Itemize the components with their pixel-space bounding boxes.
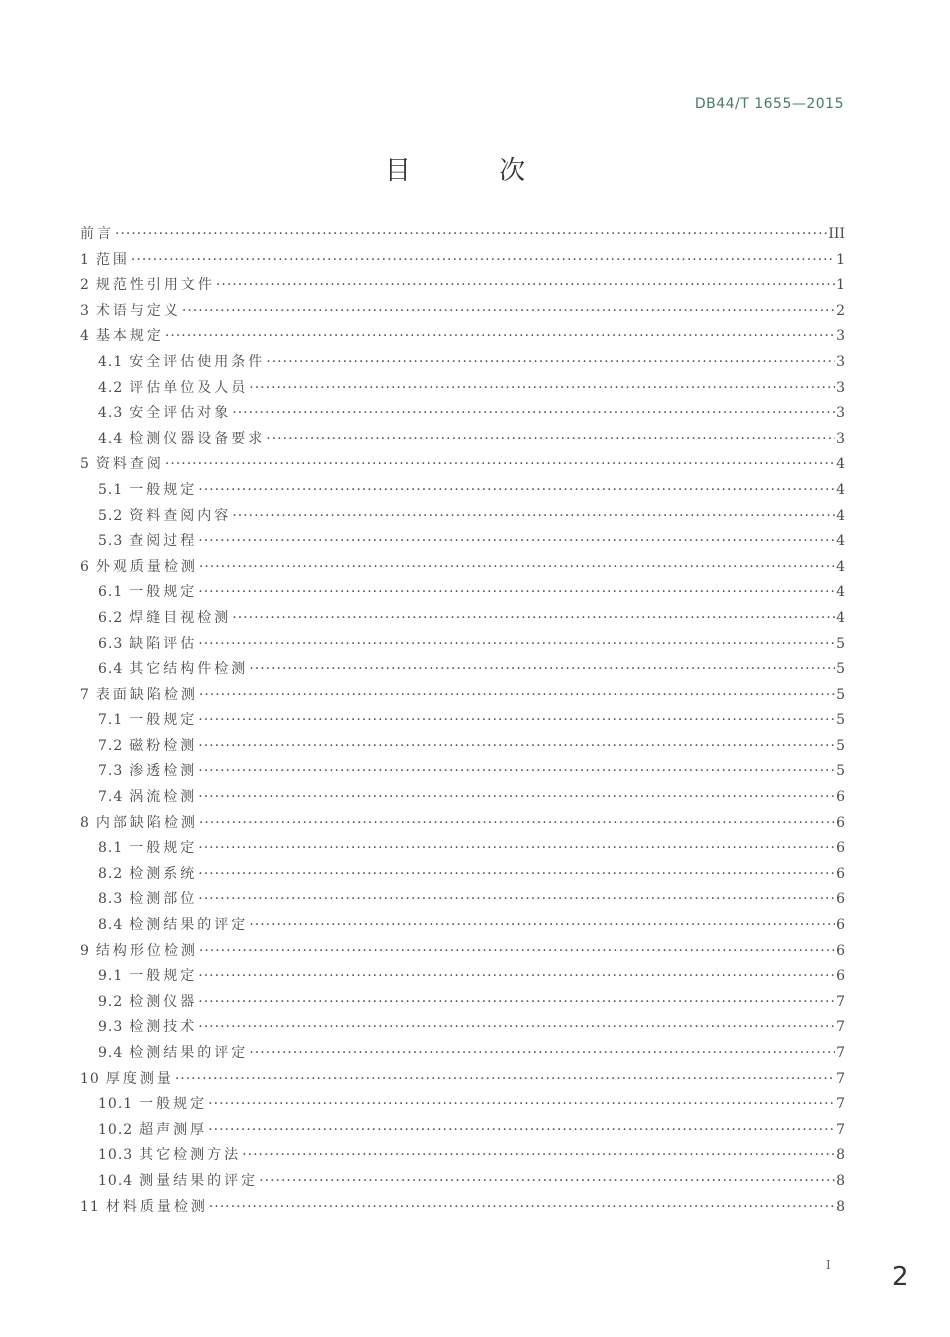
- toc-dot-leader: [199, 555, 835, 581]
- toc-dot-leader: [249, 913, 835, 939]
- toc-entry[interactable]: [80, 964, 845, 990]
- toc-entry-page: 4: [836, 507, 845, 524]
- toc-entry-label: 范围: [95, 251, 130, 268]
- toc-entry-number: 7.3: [98, 763, 124, 780]
- toc-entry-label: 评估单位及人员: [129, 379, 249, 396]
- toc-entry-page: 6: [836, 968, 845, 985]
- toc-entry[interactable]: [80, 529, 845, 555]
- toc-entry[interactable]: [80, 683, 845, 709]
- toc-dot-leader: [266, 350, 835, 376]
- toc-entry-label: 表面缺陷检测: [95, 686, 198, 703]
- toc-dot-leader: [232, 606, 835, 632]
- toc-entry[interactable]: [80, 1041, 845, 1067]
- toc-dot-leader: [198, 580, 835, 606]
- toc-dot-leader: [198, 1015, 835, 1041]
- toc-entry[interactable]: [80, 785, 845, 811]
- toc-entry-label: 内部缺陷检测: [95, 814, 198, 831]
- toc-entry-label: 磁粉检测: [129, 737, 198, 754]
- toc-entry-page: 6: [836, 942, 845, 959]
- toc-entry-label: 资料查阅内容: [129, 507, 232, 524]
- toc-entry-label: 焊缝目视检测: [129, 609, 232, 626]
- toc-entry[interactable]: [80, 452, 845, 478]
- toc-entry[interactable]: [80, 555, 845, 581]
- toc-dot-leader: [199, 811, 835, 837]
- toc-entry[interactable]: [80, 632, 845, 658]
- toc-entry-number: 5.3: [98, 533, 124, 550]
- toc-dot-leader: [198, 529, 835, 555]
- toc-dot-leader: [165, 324, 835, 350]
- toc-entry[interactable]: [80, 504, 845, 530]
- toc-entry-label: 测量结果的评定: [139, 1172, 259, 1189]
- toc-entry-number: 10.4: [98, 1172, 134, 1189]
- toc-entry[interactable]: [80, 708, 845, 734]
- toc-entry-number: 9.2: [98, 993, 124, 1010]
- toc-entry-number: 9.4: [98, 1045, 124, 1061]
- toc-entry-number: 10.2: [98, 1121, 134, 1138]
- toc-entry[interactable]: [80, 580, 845, 606]
- toc-entry-number: 10.1: [98, 1096, 134, 1113]
- toc-entry-label: 一般规定: [129, 968, 198, 985]
- toc-dot-leader: [242, 1143, 835, 1169]
- toc-entry-number: 5.1: [98, 481, 124, 498]
- toc-entry[interactable]: [80, 759, 845, 785]
- toc-entry[interactable]: [80, 222, 845, 248]
- toc-dot-leader: [198, 478, 835, 504]
- toc-entry-label: 检测结果的评定: [129, 917, 249, 934]
- toc-entry-label: 其它检测方法: [139, 1147, 242, 1164]
- toc-entry-page: 7: [836, 1070, 845, 1087]
- toc-entry[interactable]: [80, 836, 845, 862]
- toc-entry-label: 检测系统: [129, 865, 198, 882]
- toc-entry-number: 6: [80, 558, 90, 575]
- toc-entry-label: 外观质量检测: [95, 558, 198, 575]
- toc-entry-page: 3: [836, 405, 845, 422]
- toc-dot-leader: [216, 273, 835, 299]
- toc-entry[interactable]: [80, 1015, 845, 1041]
- toc-entry-page: 7: [836, 993, 845, 1010]
- toc-entry-number: 4.3: [98, 405, 124, 422]
- toc-dot-leader: [208, 1118, 835, 1144]
- toc-entry-page: 6: [836, 917, 845, 934]
- toc-entry[interactable]: [80, 887, 845, 913]
- toc-entry-page: 3: [836, 353, 845, 370]
- toc-entry-label: 安全评估对象: [129, 405, 232, 422]
- toc-entry-page: 6: [836, 840, 845, 857]
- toc-entry-number: 7.1: [98, 712, 124, 729]
- toc-dot-leader: [198, 990, 835, 1016]
- toc-entry[interactable]: [80, 1092, 845, 1118]
- toc-entry-number: 5.2: [98, 507, 124, 524]
- toc-entry-page: 7: [836, 1045, 845, 1061]
- toc-entry-label: 检测部位: [129, 891, 198, 908]
- toc-entry[interactable]: [80, 657, 845, 683]
- toc-entry[interactable]: [80, 376, 845, 402]
- toc-dot-leader: [198, 887, 835, 913]
- toc-entry-label: 检测仪器设备要求: [129, 430, 266, 447]
- toc-entry-page: 7: [836, 1096, 845, 1113]
- toc-entry-label: 检测技术: [129, 1019, 198, 1036]
- toc-dot-leader: [232, 504, 835, 530]
- toc-entry[interactable]: [80, 350, 845, 376]
- footer-roman-page: I: [826, 1258, 831, 1272]
- toc-entry-label: 厚度测量: [105, 1070, 174, 1087]
- toc-entry-label: 材料质量检测: [105, 1198, 208, 1215]
- toc-dot-leader: [182, 299, 835, 325]
- toc-dot-leader: [208, 1092, 835, 1118]
- toc-entry[interactable]: [80, 1195, 845, 1221]
- table-of-contents: [80, 222, 845, 1220]
- page-title: 目 次: [384, 156, 566, 186]
- toc-entry-page: 4: [836, 609, 845, 626]
- toc-entry-number: 10.3: [98, 1147, 134, 1164]
- toc-dot-leader: [249, 1041, 835, 1067]
- toc-dot-leader: [198, 964, 835, 990]
- toc-dot-leader: [198, 836, 835, 862]
- toc-entry-page: 4: [836, 533, 845, 550]
- toc-dot-leader: [198, 708, 835, 734]
- toc-dot-leader: [115, 222, 827, 248]
- toc-entry-label: 一般规定: [129, 712, 198, 729]
- toc-entry-label: 资料查阅: [95, 456, 164, 473]
- toc-entry-label: 一般规定: [139, 1096, 208, 1113]
- toc-entry-label: 检测仪器: [129, 993, 198, 1010]
- toc-dot-leader: [199, 683, 835, 709]
- toc-entry[interactable]: [80, 427, 845, 453]
- toc-entry[interactable]: [80, 273, 845, 299]
- toc-entry-page: 3: [836, 430, 845, 447]
- toc-entry-page: 4: [836, 481, 845, 498]
- toc-dot-leader: [232, 401, 835, 427]
- toc-entry-number: 8.3: [98, 891, 124, 908]
- toc-entry-label: 涡流检测: [129, 789, 198, 806]
- toc-entry[interactable]: [80, 734, 845, 760]
- toc-entry-label: 一般规定: [129, 481, 198, 498]
- toc-entry[interactable]: [80, 811, 845, 837]
- toc-entry-label: 查阅过程: [129, 533, 198, 550]
- toc-entry-number: 4: [80, 328, 90, 345]
- toc-entry-page: 8: [836, 1172, 845, 1189]
- toc-entry[interactable]: [80, 939, 845, 965]
- toc-entry-page: 7: [836, 1121, 845, 1138]
- toc-entry-label: 渗透检测: [129, 763, 198, 780]
- toc-entry-page: 1: [836, 277, 845, 294]
- toc-entry-number: 11: [80, 1198, 100, 1215]
- toc-entry-label: 安全评估使用条件: [129, 353, 266, 370]
- toc-entry-number: 2: [80, 277, 90, 294]
- toc-entry-number: 8.4: [98, 917, 124, 934]
- toc-entry[interactable]: [80, 1169, 845, 1195]
- toc-entry-page: III: [828, 226, 845, 242]
- toc-entry-number: 8: [80, 814, 90, 831]
- toc-dot-leader: [209, 1195, 835, 1221]
- toc-entry-page: 5: [836, 635, 845, 652]
- toc-entry-number: 10: [80, 1070, 100, 1087]
- toc-entry-number: 6.2: [98, 609, 124, 626]
- toc-entry-number: 8.2: [98, 865, 124, 882]
- toc-entry-page: 2: [836, 302, 845, 319]
- toc-entry-page: 7: [836, 1019, 845, 1036]
- toc-entry[interactable]: [80, 1067, 845, 1093]
- toc-dot-leader: [249, 376, 835, 402]
- toc-dot-leader: [266, 427, 835, 453]
- toc-entry-label: 检测结果的评定: [129, 1045, 249, 1061]
- toc-entry-label: 缺陷评估: [129, 635, 198, 652]
- toc-dot-leader: [198, 785, 835, 811]
- toc-entry-number: 4.1: [98, 353, 124, 370]
- toc-entry-number: 9: [80, 942, 90, 959]
- toc-entry-label: 一般规定: [129, 840, 198, 857]
- toc-dot-leader: [175, 1067, 835, 1093]
- toc-entry-number: 4.4: [98, 430, 124, 447]
- toc-entry[interactable]: [80, 401, 845, 427]
- toc-entry-number: 4.2: [98, 379, 124, 396]
- toc-entry-page: 3: [836, 328, 845, 345]
- toc-entry-label: 规范性引用文件: [95, 277, 215, 294]
- toc-entry-page: 8: [836, 1198, 845, 1215]
- toc-dot-leader: [198, 862, 835, 888]
- toc-dot-leader: [249, 657, 835, 683]
- toc-entry[interactable]: [80, 913, 845, 939]
- toc-entry-page: 5: [836, 763, 845, 780]
- toc-entry-page: 8: [836, 1147, 845, 1164]
- toc-entry-label: 一般规定: [129, 584, 198, 601]
- toc-entry-label: 基本规定: [95, 328, 164, 345]
- toc-entry-number: 7.2: [98, 737, 124, 754]
- toc-dot-leader: [199, 939, 835, 965]
- toc-entry-page: 5: [836, 712, 845, 729]
- toc-entry-page: 5: [836, 661, 845, 678]
- toc-entry-page: 4: [836, 456, 845, 473]
- toc-entry[interactable]: [80, 299, 845, 325]
- toc-entry-label: 超声测厚: [139, 1121, 208, 1138]
- toc-entry-number: 5: [80, 456, 90, 473]
- toc-entry-page: 3: [836, 379, 845, 396]
- toc-entry-page: 6: [836, 891, 845, 908]
- toc-dot-leader: [198, 632, 835, 658]
- toc-entry[interactable]: [80, 324, 845, 350]
- toc-entry-number: 6.3: [98, 635, 124, 652]
- toc-entry-page: 5: [836, 686, 845, 703]
- toc-entry-label: 其它结构件检测: [129, 661, 249, 678]
- toc-entry-page: 6: [836, 789, 845, 806]
- toc-entry-page: 4: [836, 558, 845, 575]
- page-number: 2: [892, 1262, 909, 1292]
- toc-entry[interactable]: [80, 248, 845, 274]
- toc-dot-leader: [198, 734, 835, 760]
- toc-entry-number: 9.3: [98, 1019, 124, 1036]
- doc-code: DB44/T 1655—2015: [694, 96, 844, 112]
- toc-entry-page: 6: [836, 865, 845, 882]
- toc-dot-leader: [198, 759, 835, 785]
- toc-entry[interactable]: [80, 862, 845, 888]
- toc-entry-page: 1: [836, 251, 845, 268]
- toc-entry[interactable]: [80, 990, 845, 1016]
- toc-entry-number: 7.4: [98, 789, 124, 806]
- toc-entry[interactable]: [80, 1143, 845, 1169]
- toc-entry-number: 6.1: [98, 584, 124, 601]
- toc-entry-number: 1: [80, 251, 90, 268]
- toc-entry-label: 前言: [80, 226, 114, 242]
- toc-entry-number: 7: [80, 686, 90, 703]
- toc-entry-number: 9.1: [98, 968, 124, 985]
- toc-entry-page: 4: [836, 584, 845, 601]
- toc-entry-page: 5: [836, 737, 845, 754]
- toc-entry-page: 6: [836, 814, 845, 831]
- toc-entry-label: 结构形位检测: [95, 942, 198, 959]
- toc-entry-number: 8.1: [98, 840, 124, 857]
- toc-entry-number: 6.4: [98, 661, 124, 678]
- toc-entry-number: 3: [80, 302, 90, 319]
- toc-dot-leader: [259, 1169, 835, 1195]
- toc-entry[interactable]: [80, 1118, 845, 1144]
- toc-dot-leader: [131, 248, 835, 274]
- toc-entry[interactable]: [80, 606, 845, 632]
- toc-dot-leader: [165, 452, 835, 478]
- toc-entry-label: 术语与定义: [95, 302, 181, 319]
- toc-entry[interactable]: [80, 478, 845, 504]
